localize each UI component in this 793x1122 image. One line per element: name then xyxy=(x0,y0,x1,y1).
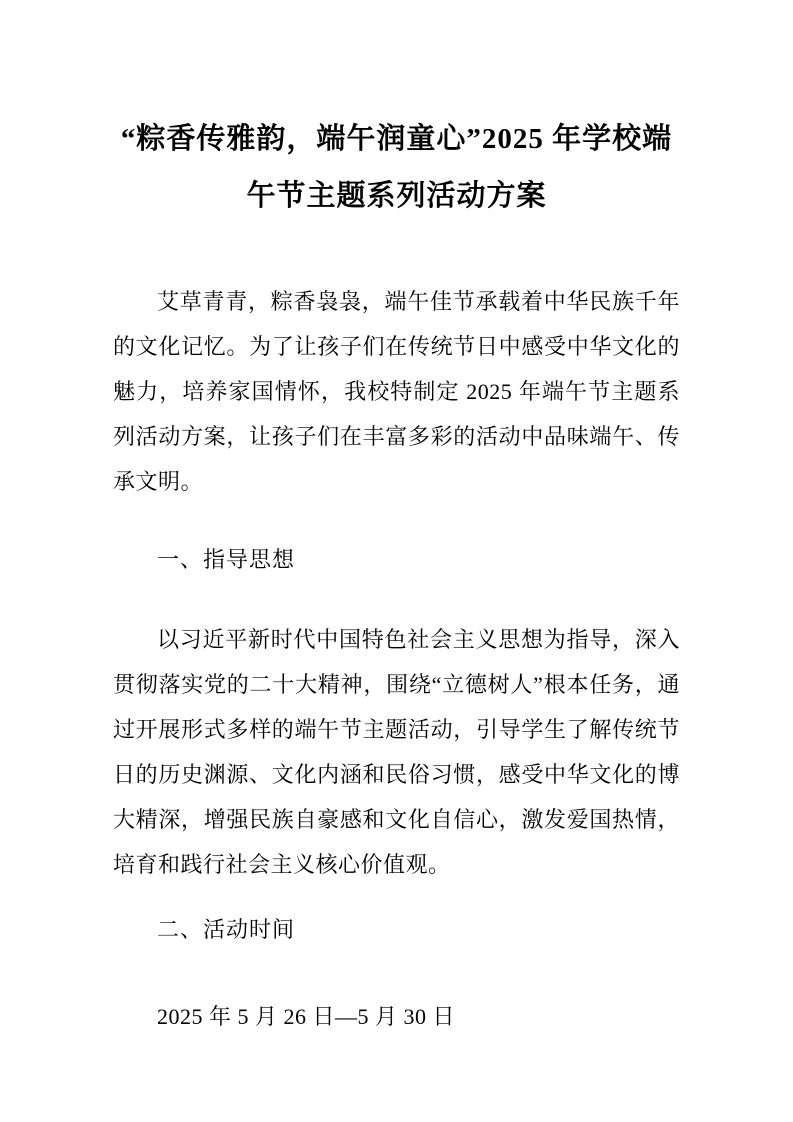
document-title: “粽香传雅韵，端午润童心”2025 年学校端午节主题系列活动方案 xyxy=(120,123,673,212)
heading-guiding-ideology: 一、指导思想 xyxy=(157,547,296,572)
paragraph-activity-date: 2025 年 5 月 26 日—5 月 30 日 xyxy=(157,1004,456,1029)
heading-activity-time: 二、活动时间 xyxy=(157,917,296,942)
paragraph-guiding-ideology: 以习近平新时代中国特色社会主义思想为指导，深入贯彻落实党的二十大精神，围绕“立德树人”根本任务，通过开展形式多样的端午节主题活动，引导学生了解传统节日的历史渊源、文化内涵和民俗习惯，感受中华文化的博大精深，增强民族自豪感和文化自信心，激发爱国热情，培育和践行社会主义核心价值观。 xyxy=(113,627,680,877)
paragraph-intro: 艾草青青，粽香袅袅，端午佳节承载着中华民族千年的文化记忆。为了让孩子们在传统节日中感受中华文化的魅力，培养家国情怀，我校特制定 2025 年端午节主题系列活动方案，让孩子们在丰富多彩的活动中品味端午、传承文明。 xyxy=(113,289,680,494)
